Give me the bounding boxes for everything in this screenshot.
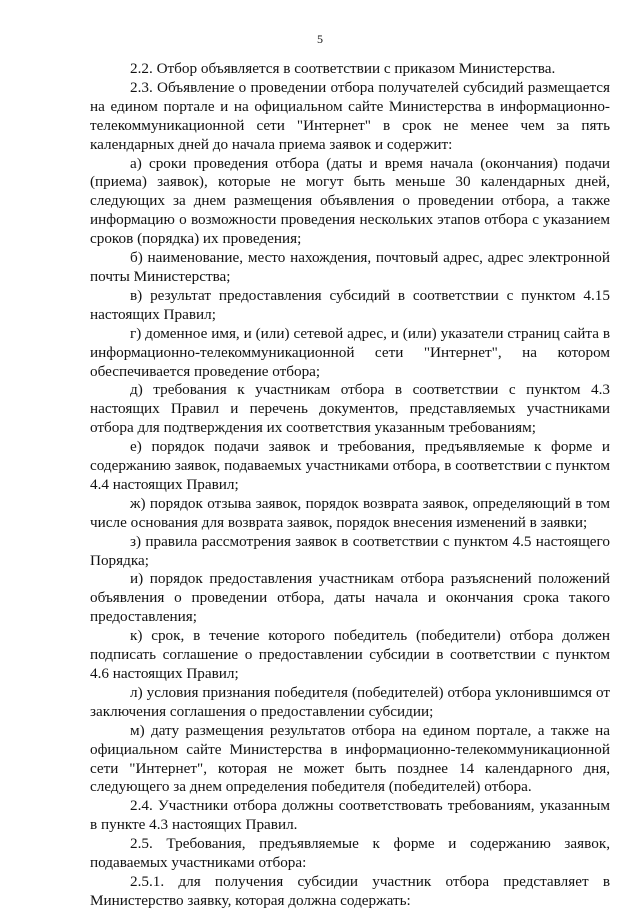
list-item-d: д) требования к участникам отбора в соответствии с пунктом 4.3 настоящих Правил и перечень документов, представляемых участниками отбора для подтверждения их соответствия указанным требованиям; xyxy=(90,381,610,437)
list-item-a: а) сроки проведения отбора (даты и время начала (окончания) подачи (приема) заявок), которые не могут быть меньше 30 календарных дней, следующих за днем размещения объявления о проведении отбора, а также информацию о возможности проведения нескольких этапов отбора с указанием сроков (порядка) их проведения; xyxy=(90,154,610,248)
list-item-v: в) результат предоставления субсидий в соответствии с пунктом 4.15 настоящих Правил; xyxy=(90,286,610,323)
paragraph-2-5: 2.5. Требования, предъявляемые к форме и содержанию заявок, подаваемых участниками отбора: xyxy=(90,835,610,872)
paragraph-2-4: 2.4. Участники отбора должны соответствовать требованиям, указанным в пункте 4.3 настоящих Правил. xyxy=(90,797,610,834)
list-item-e: е) порядок подачи заявок и требования, предъявляемые к форме и содержанию заявок, подаваемых участниками отбора, в соответствии с пунктом 4.4 настоящих Правил; xyxy=(90,438,610,493)
document-body xyxy=(90,60,610,911)
list-item-zh: ж) порядок отзыва заявок, порядок возврата заявок, определяющий в том числе основания для возврата заявок, порядок внесения изменений в заявки; xyxy=(90,494,610,531)
list-item-m: м) дату размещения результатов отбора на едином портале, а также на официальном сайте Министерства в информационно-телекоммуникационной сети "Интернет", которая не может быть позднее 14 календарного дня, следующего за днем определения победителя (победителей) отбора. xyxy=(90,721,610,796)
paragraph-2-5-1: 2.5.1. для получения субсидии участник отбора представляет в Министерство заявку, которая должна содержать: xyxy=(90,872,610,909)
list-item-l: л) условия признания победителя (победителей) отбора уклонившимся от заключения соглашения о предоставлении субсидии; xyxy=(90,683,610,720)
list-item-g: г) доменное имя, и (или) сетевой адрес, и (или) указатели страниц сайта в информационно-телекоммуникационной сети "Интернет", на котором обеспечивается проведение отбора; xyxy=(90,324,610,380)
list-item-b: б) наименование, место нахождения, почтовый адрес, адрес электронной почты Министерства; xyxy=(90,249,610,285)
list-item-z: з) правила рассмотрения заявок в соответствии с пунктом 4.5 настоящего Порядка; xyxy=(90,532,610,569)
list-item-i: и) порядок предоставления участникам отбора разъяснений положений объявления о проведении отбора, даты начала и окончания срока такого предоставления; xyxy=(90,570,610,626)
paragraph-2-3: 2.3. Объявление о проведении отбора получателей субсидий размещается на едином портале и на официальном сайте Министерства в информационно-телекоммуникационной сети "Интернет" в срок не менее чем за пять календарных дней до начала приема заявок и содержит: xyxy=(90,78,610,153)
list-item-k: к) срок, в течение которого победитель (победители) отбора должен подписать соглашение о предоставлении субсидии в соответствии с пунктом 4.6 настоящих Правил; xyxy=(90,627,610,682)
page-number: 5 xyxy=(317,32,323,46)
paragraph-2-2: 2.2. Отбор объявляется в соответствии с приказом Министерства. xyxy=(130,60,556,77)
